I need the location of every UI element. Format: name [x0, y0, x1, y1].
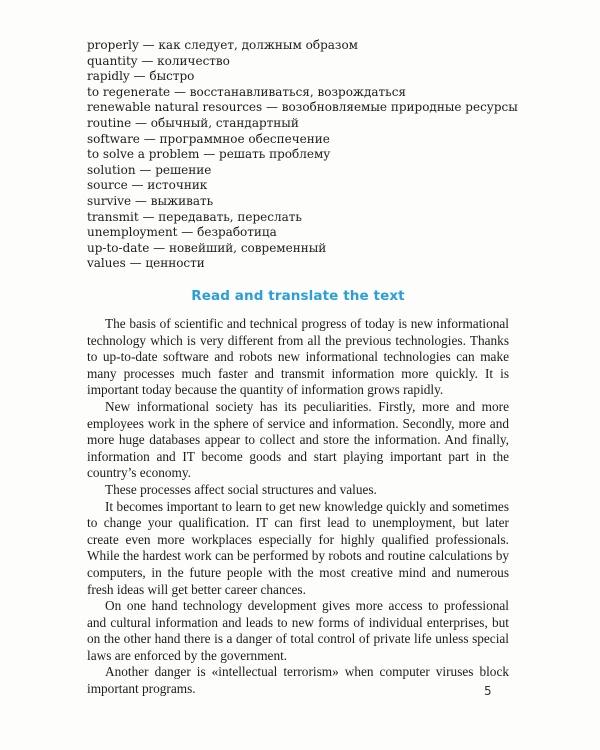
paragraph: The basis of scientific and technical progress of today is new informational technology which is very different from all the previous technologies. Thanks to up-to-date software and robots new informational technologies can make many processes much faster and transmit information more quickly. It is important today because the quantity of information grows rapidly.	[87, 316, 509, 398]
vocab-item: to solve a problem — решать проблему	[87, 147, 331, 162]
vocab-item: software — программное обеспечение	[87, 131, 330, 146]
paragraph: These processes affect social structures and values.	[105, 481, 377, 497]
vocab-item: up-to-date — новейший, современный	[87, 240, 327, 255]
vocabulary-list	[87, 38, 518, 272]
paragraph: New informational society has its peculiarities. Firstly, more and more employees work in the sphere of service and information. Secondly, more and more huge databases appear to collect and store the information. And finally, information and IT become goods and start playing important part in the country’s economy.	[87, 398, 509, 481]
paragraph: On one hand technology development gives more access to professional and cultural information and leads to new forms of individual enterprises, but on the other hand there is a danger of total control of private life unless special laws are enforced by the government.	[87, 598, 509, 663]
vocab-item: survive — выживать	[87, 193, 214, 208]
vocab-item: quantity — количество	[87, 53, 230, 68]
vocab-item: properly — как следует, должным образом	[87, 38, 359, 52]
section-heading: Read and translate the text	[191, 288, 405, 304]
vocab-item: solution — решение	[87, 162, 212, 177]
paragraph: It becomes important to learn to get new knowledge quickly and sometimes to change your qualification. IT can first lead to unemployment, but later create even more workplaces especially for highly qualified professionals. While the hardest work can be performed by robots and routine calculations by computers, in the future people with the most creative mind and numerous fresh ideas will get better career chances.	[87, 498, 509, 597]
vocab-item: routine — обычный, стандартный	[87, 115, 299, 130]
paragraph: Another danger is «intellectual terrorism» when computer viruses block important programs.	[87, 664, 509, 697]
vocab-item: unemployment — безработица	[87, 225, 277, 240]
vocab-item: renewable natural resources — возобновляемые природные ресурсы	[87, 100, 518, 115]
page-number: 5	[484, 684, 492, 698]
vocab-item: to regenerate — восстанавливаться, возрождаться	[87, 84, 406, 99]
vocab-item: transmit — передавать, переслать	[87, 209, 302, 224]
vocab-item: source — источник	[87, 178, 208, 193]
vocab-item: values — ценности	[87, 256, 205, 271]
reading-text	[87, 316, 509, 698]
vocab-item: rapidly — быстро	[87, 69, 195, 84]
